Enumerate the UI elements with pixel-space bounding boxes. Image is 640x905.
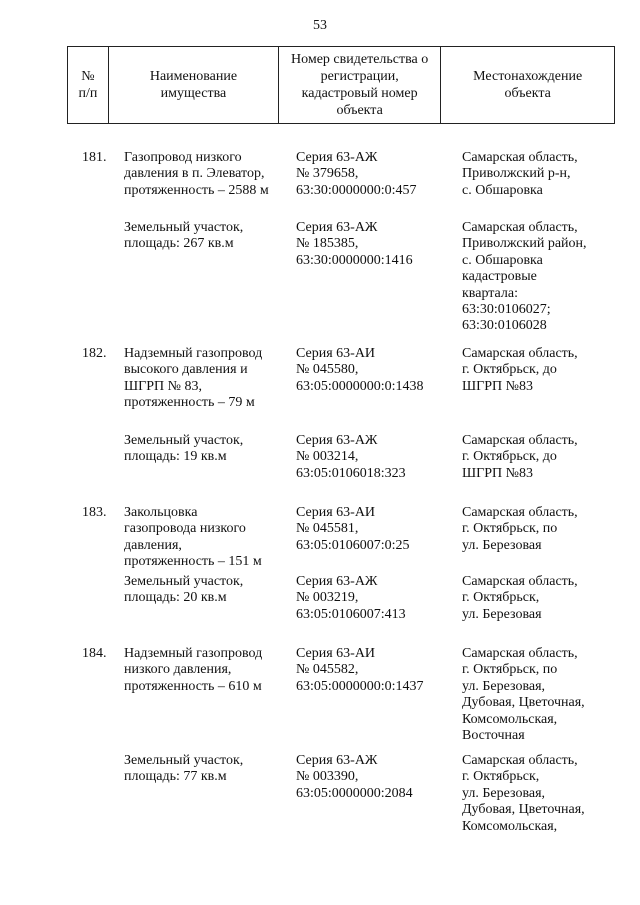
location: Самарская область, г. Октябрьск, ул. Березовая, Дубовая, Цветочная, Комсомольская, xyxy=(462,753,585,834)
registration-info: Серия 63-АИ № 045581, 63:05:0106007:0:25 xyxy=(296,505,410,553)
row-number: 183. xyxy=(82,505,107,520)
row-number: 181. xyxy=(82,150,107,165)
registration-info: Серия 63-АИ № 045580, 63:05:0000000:0:1438 xyxy=(296,346,424,394)
location: Самарская область, г. Октябрьск, ул. Березовая xyxy=(462,574,578,622)
location: Самарская область, Приволжский район, с. Обшаровка кадастровые квартала: 63:30:0106027; 63:30:0106028 xyxy=(462,220,587,334)
property-name: Надземный газопровод высокого давления и ШГРП № 83, протяженность – 79 м xyxy=(124,346,263,411)
property-name: Земельный участок, площадь: 77 кв.м xyxy=(124,753,244,785)
property-name: Земельный участок, площадь: 20 кв.м xyxy=(124,574,244,606)
registration-info: Серия 63-АЖ № 379658, 63:30:0000000:0:457 xyxy=(296,150,417,198)
registration-info: Серия 63-АЖ № 003214, 63:05:0106018:323 xyxy=(296,433,406,481)
property-name: Надземный газопровод низкого давления, протяженность – 610 м xyxy=(124,646,263,694)
property-name: Земельный участок, площадь: 19 кв.м xyxy=(124,433,244,465)
property-name: Закольцовка газопровода низкого давления, протяженность – 151 м xyxy=(124,505,262,570)
header-name: Наименование имущества xyxy=(108,47,278,124)
header-number: № п/п xyxy=(68,47,109,124)
property-name: Газопровод низкого давления в п. Элеватор, протяженность – 2588 м xyxy=(124,150,269,198)
row-number: 184. xyxy=(82,646,107,661)
header-location: Местонахождение объекта xyxy=(441,47,615,124)
table-header xyxy=(67,46,615,124)
location: Самарская область, г. Октябрьск, по ул. Березовая, Дубовая, Цветочная, Комсомольская, Восточная xyxy=(462,646,585,744)
location: Самарская область, г. Октябрьск, до ШГРП №83 xyxy=(462,346,578,394)
registration-info: Серия 63-АИ № 045582, 63:05:0000000:0:1437 xyxy=(296,646,424,694)
header-registration: Номер свидетельства о регистрации, кадастровый номер объекта xyxy=(278,47,440,124)
registration-info: Серия 63-АЖ № 185385, 63:30:0000000:1416 xyxy=(296,220,413,268)
location: Самарская область, Приволжский р-н, с. Обшаровка xyxy=(462,150,578,198)
location: Самарская область, г. Октябрьск, по ул. Березовая xyxy=(462,505,578,553)
registration-info: Серия 63-АЖ № 003390, 63:05:0000000:2084 xyxy=(296,753,413,801)
property-name: Земельный участок, площадь: 267 кв.м xyxy=(124,220,244,252)
page-number: 53 xyxy=(313,18,327,33)
registration-info: Серия 63-АЖ № 003219, 63:05:0106007:413 xyxy=(296,574,406,622)
row-number: 182. xyxy=(82,346,107,361)
location: Самарская область, г. Октябрьск, до ШГРП №83 xyxy=(462,433,578,481)
